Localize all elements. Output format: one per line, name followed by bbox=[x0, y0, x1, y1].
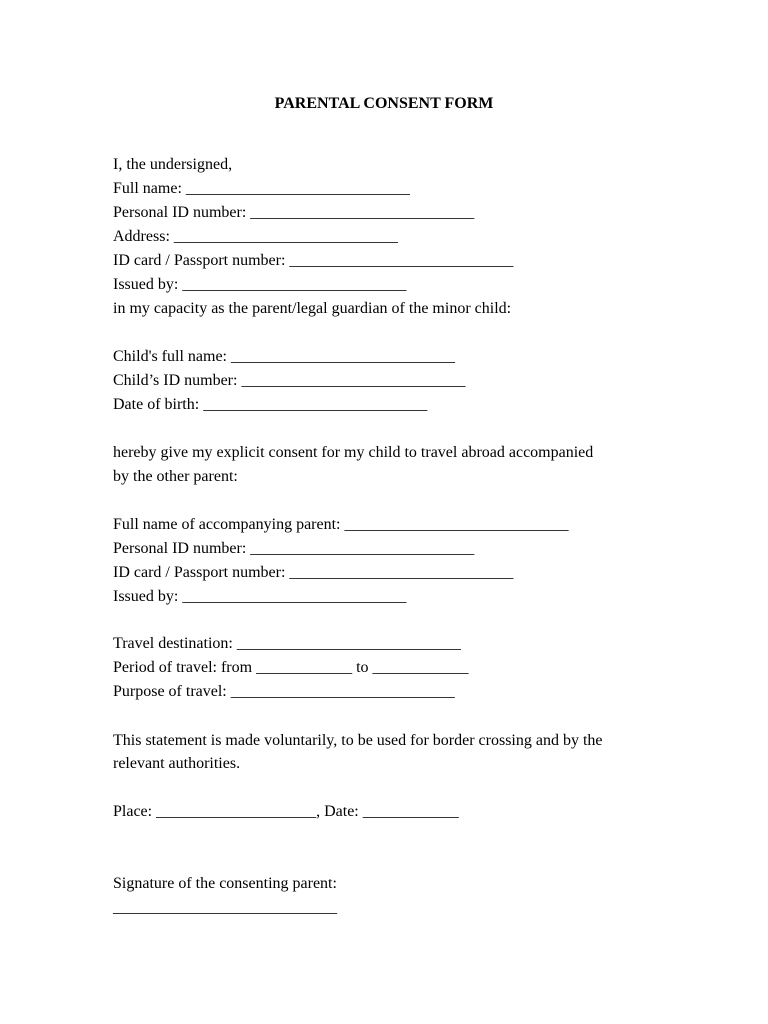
travel-purpose-field: Purpose of travel: ____________________________ bbox=[113, 683, 455, 700]
parent-issued-by-field: Issued by: ____________________________ bbox=[113, 276, 407, 293]
statement-text-line-2: relevant authorities. bbox=[113, 755, 241, 772]
parent-address-field: Address: ____________________________ bbox=[113, 228, 398, 245]
parent-full-name-field: Full name: ____________________________ bbox=[113, 180, 410, 197]
page-title: PARENTAL CONSENT FORM bbox=[274, 95, 494, 112]
capacity-text: in my capacity as the parent/legal guardian of the minor child: bbox=[113, 300, 512, 317]
accompanying-parent-issued-by-field: Issued by: ____________________________ bbox=[113, 588, 407, 605]
travel-destination-field: Travel destination: ____________________________ bbox=[113, 635, 461, 652]
signature-line: ____________________________ bbox=[113, 899, 337, 916]
statement-text-line-1: This statement is made voluntarily, to be used for border crossing and by the bbox=[113, 732, 603, 749]
child-id-field: Child’s ID number: ____________________________ bbox=[113, 372, 466, 389]
child-full-name-field: Child's full name: ____________________________ bbox=[113, 348, 455, 365]
intro-text: I, the undersigned, bbox=[113, 156, 233, 173]
place-date-field: Place: ____________________, Date: ____________ bbox=[113, 803, 459, 820]
accompanying-parent-name-field: Full name of accompanying parent: ____________________________ bbox=[113, 516, 569, 533]
parent-id-card-field: ID card / Passport number: ____________________________ bbox=[113, 252, 514, 269]
child-dob-field: Date of birth: ____________________________ bbox=[113, 396, 428, 413]
parent-personal-id-field: Personal ID number: ____________________________ bbox=[113, 204, 475, 221]
consent-text-line-1: hereby give my explicit consent for my child to travel abroad accompanied bbox=[113, 444, 594, 461]
consent-text-line-2: by the other parent: bbox=[113, 468, 238, 485]
travel-period-field: Period of travel: from ____________ to ____________ bbox=[113, 659, 469, 676]
accompanying-parent-id-card-field: ID card / Passport number: ____________________________ bbox=[113, 564, 514, 581]
accompanying-parent-id-field: Personal ID number: ____________________________ bbox=[113, 540, 475, 557]
signature-label: Signature of the consenting parent: bbox=[113, 875, 337, 892]
